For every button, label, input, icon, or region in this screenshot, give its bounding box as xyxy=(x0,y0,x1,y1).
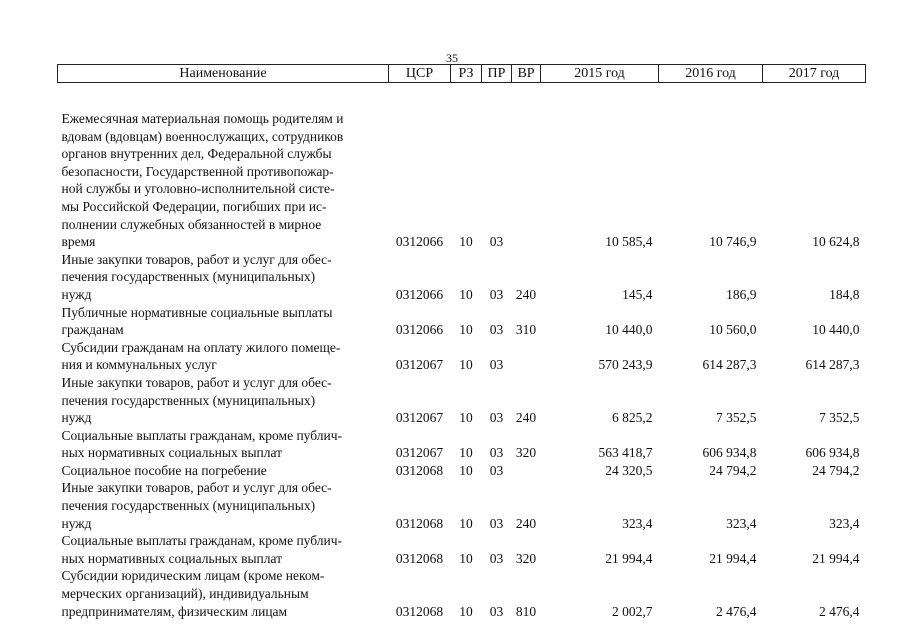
row-2017: 10 624,8 xyxy=(812,234,860,250)
row-name xyxy=(58,374,389,427)
row-pr: 03 xyxy=(489,357,504,373)
row-csr: 0312067 xyxy=(395,445,444,461)
row-name-line: предпринимателям, физическим лицам xyxy=(61,603,288,619)
table-row xyxy=(58,251,866,304)
table-row xyxy=(58,427,866,462)
row-2015: 2 002,7 xyxy=(612,603,653,619)
row-2017: 184,8 xyxy=(829,286,860,302)
row-rz: 10 xyxy=(459,234,473,250)
column-header-2015: 2015 год xyxy=(541,65,659,83)
column-header-rz: РЗ xyxy=(451,65,482,83)
table-header-row xyxy=(58,65,866,83)
row-name-line: печения государственных (муниципальных) xyxy=(61,392,316,408)
row-vr: 240 xyxy=(515,515,537,531)
row-rz: 10 xyxy=(459,550,473,566)
row-2017: 323,4 xyxy=(829,515,860,531)
row-name-line: Иные закупки товаров, работ и услуг для обес- xyxy=(61,480,332,496)
row-rz: 10 xyxy=(459,515,473,531)
row-name-line: нужд xyxy=(61,286,92,302)
row-name-line: Субсидии гражданам на оплату жилого помеще- xyxy=(61,339,341,355)
row-name-line: Иные закупки товаров, работ и услуг для обес- xyxy=(61,374,332,390)
column-header-2017: 2017 год xyxy=(763,65,866,83)
row-name-line: Иные закупки товаров, работ и услуг для обес- xyxy=(61,251,332,267)
row-vr xyxy=(512,462,541,480)
row-name-line: время xyxy=(61,234,96,250)
row-pr: 03 xyxy=(489,462,504,478)
row-csr: 0312068 xyxy=(395,515,444,531)
row-name xyxy=(58,567,389,620)
row-2017: 10 440,0 xyxy=(812,322,860,338)
row-2015: 24 320,5 xyxy=(605,462,653,478)
row-csr: 0312067 xyxy=(395,410,444,426)
row-2017: 7 352,5 xyxy=(819,410,860,426)
row-csr: 0312068 xyxy=(395,603,444,619)
row-name-line: печения государственных (муниципальных) xyxy=(61,498,316,514)
column-header-csr: ЦСР xyxy=(389,65,451,83)
row-name-line: Социальные выплаты гражданам, кроме публич- xyxy=(61,533,343,549)
row-2015: 563 418,7 xyxy=(598,445,653,461)
row-vr xyxy=(512,110,541,251)
table-row xyxy=(58,462,866,480)
column-header-name: Наименование xyxy=(58,65,389,83)
table-row xyxy=(58,567,866,620)
row-2015: 323,4 xyxy=(622,515,653,531)
row-name-line: нужд xyxy=(61,410,92,426)
table-row xyxy=(58,110,866,251)
row-vr: 240 xyxy=(515,410,537,426)
row-vr: 310 xyxy=(515,322,537,338)
row-name-line: Субсидии юридическим лицам (кроме неком- xyxy=(61,568,325,584)
column-header-vr: ВР xyxy=(512,65,541,83)
table-row xyxy=(58,339,866,374)
row-2015: 145,4 xyxy=(622,286,653,302)
row-2015: 10 585,4 xyxy=(605,234,653,250)
row-2016: 21 994,4 xyxy=(709,550,757,566)
row-rz: 10 xyxy=(459,322,473,338)
page-number: 35 xyxy=(446,51,458,65)
row-name-line: органов внутренних дел, Федеральной службы xyxy=(61,146,332,162)
row-2016: 10 560,0 xyxy=(709,322,757,338)
row-rz: 10 xyxy=(459,357,473,373)
row-2016: 10 746,9 xyxy=(709,234,757,250)
row-2017: 2 476,4 xyxy=(819,603,860,619)
row-2017: 606 934,8 xyxy=(805,445,860,461)
column-header-pr: ПР xyxy=(482,65,512,83)
row-2016: 186,9 xyxy=(726,286,757,302)
row-rz: 10 xyxy=(459,603,473,619)
row-name-line: Социальное пособие на погребение xyxy=(61,462,267,478)
row-name-line: Ежемесячная материальная помощь родителям и xyxy=(61,111,344,126)
row-vr: 320 xyxy=(515,445,537,461)
row-2015: 10 440,0 xyxy=(605,322,653,338)
row-rz: 10 xyxy=(459,286,473,302)
row-2016: 323,4 xyxy=(726,515,757,531)
table-row xyxy=(58,304,866,339)
row-vr: 810 xyxy=(515,603,537,619)
row-name xyxy=(58,532,389,567)
row-2017: 21 994,4 xyxy=(812,550,860,566)
row-name-line: печения государственных (муниципальных) xyxy=(61,269,316,285)
row-2015: 570 243,9 xyxy=(598,357,653,373)
row-name-line: ных нормативных социальных выплат xyxy=(61,445,283,461)
row-name-line: Публичные нормативные социальные выплаты xyxy=(61,304,333,320)
row-2015: 6 825,2 xyxy=(612,410,653,426)
table-spacer xyxy=(58,83,866,111)
row-name xyxy=(58,462,389,480)
row-pr: 03 xyxy=(489,234,504,250)
row-csr: 0312068 xyxy=(395,550,444,566)
row-2016: 606 934,8 xyxy=(702,445,757,461)
row-pr: 03 xyxy=(489,515,504,531)
row-vr: 240 xyxy=(515,286,537,302)
row-name xyxy=(58,479,389,532)
row-name xyxy=(58,304,389,339)
row-name-line: гражданам xyxy=(61,322,124,338)
row-name-line: полнении служебных обязанностей в мирное xyxy=(61,216,322,232)
row-name-line: ния и коммунальных услуг xyxy=(61,357,217,373)
row-name-line: вдовам (вдовцам) военнослужащих, сотрудников xyxy=(61,128,344,144)
row-pr: 03 xyxy=(489,410,504,426)
row-2015: 21 994,4 xyxy=(605,550,653,566)
row-vr: 320 xyxy=(515,550,537,566)
row-name-line: мы Российской Федерации, погибших при ис- xyxy=(61,198,327,214)
row-csr: 0312066 xyxy=(395,286,444,302)
row-pr: 03 xyxy=(489,550,504,566)
row-csr: 0312067 xyxy=(395,357,444,373)
row-name-line: ной службы и уголовно-исполнительной систе- xyxy=(61,181,335,197)
row-name-line: нужд xyxy=(61,515,92,531)
row-pr: 03 xyxy=(489,603,504,619)
row-name xyxy=(58,251,389,304)
row-2016: 24 794,2 xyxy=(709,462,757,478)
row-name-line: Социальные выплаты гражданам, кроме публич- xyxy=(61,427,343,443)
row-rz: 10 xyxy=(459,462,473,478)
column-header-2016: 2016 год xyxy=(659,65,763,83)
row-name-line: ных нормативных социальных выплат xyxy=(61,550,283,566)
row-name-line: безопасности, Государственной противопожар- xyxy=(61,163,334,179)
row-csr: 0312066 xyxy=(395,234,444,250)
row-pr: 03 xyxy=(489,445,504,461)
table-body xyxy=(58,83,866,621)
row-2016: 2 476,4 xyxy=(716,603,757,619)
row-2017: 24 794,2 xyxy=(812,462,860,478)
table-row xyxy=(58,479,866,532)
row-2016: 7 352,5 xyxy=(716,410,757,426)
table-row xyxy=(58,374,866,427)
row-name-line: мерческих организаций), индивидуальным xyxy=(61,586,309,602)
row-name xyxy=(58,339,389,374)
row-vr xyxy=(512,339,541,374)
row-csr: 0312068 xyxy=(395,462,444,478)
budget-table xyxy=(57,64,866,620)
row-pr: 03 xyxy=(489,286,504,302)
row-name xyxy=(58,110,389,251)
row-rz: 10 xyxy=(459,445,473,461)
row-csr: 0312066 xyxy=(395,322,444,338)
table-row xyxy=(58,532,866,567)
row-2016: 614 287,3 xyxy=(702,357,757,373)
row-name xyxy=(58,427,389,462)
row-2017: 614 287,3 xyxy=(805,357,860,373)
row-rz: 10 xyxy=(459,410,473,426)
row-pr: 03 xyxy=(489,322,504,338)
